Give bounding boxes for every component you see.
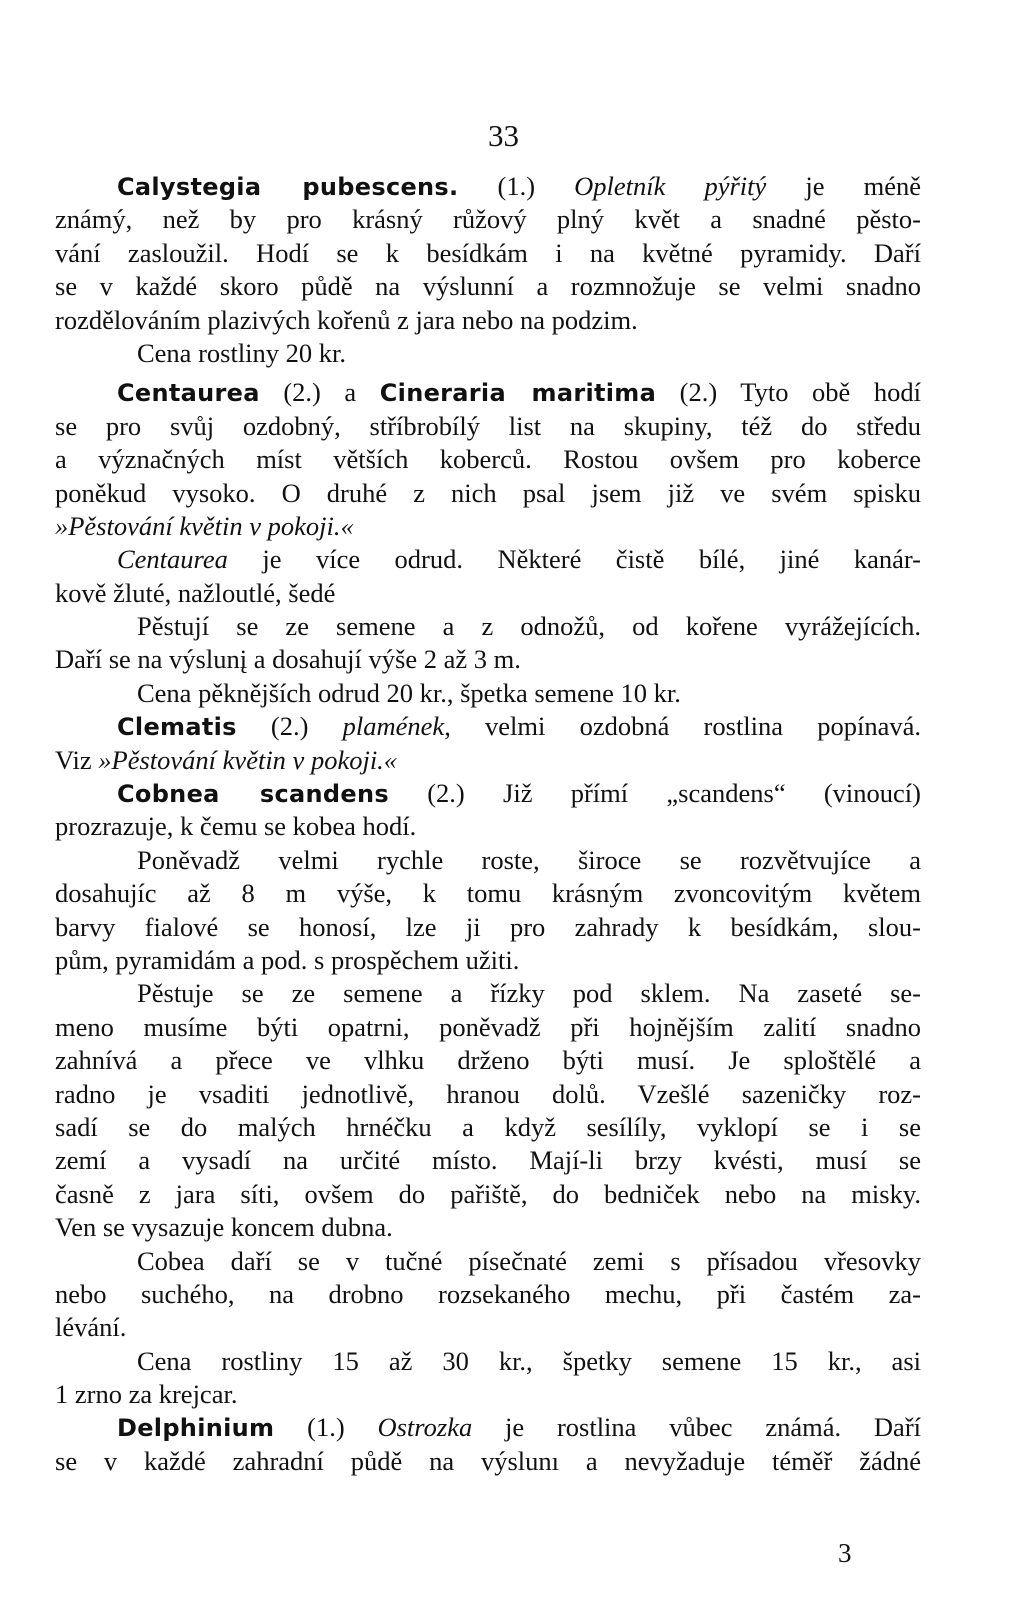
text-run: (2.) Tyto obě hodí [656, 377, 921, 408]
text-line [55, 643, 921, 676]
text-line [55, 911, 921, 944]
text-run: Cena rostliny 15 až 30 kr., špetky semene 15 kr., asi [137, 1345, 921, 1376]
text-line [55, 744, 921, 777]
text-line [55, 203, 921, 236]
text-run: Viz [55, 744, 99, 775]
text-run: zemí a vysadí na určité místo. Mají-li brzy kvésti, musí se [55, 1145, 921, 1176]
text-line [55, 410, 921, 443]
page-number: 33 [488, 118, 519, 153]
text-line [55, 1311, 921, 1344]
text-run: radno je vsaditi jednotlivě, hranou dolů. Vzešlé sazeničky roz- [55, 1078, 921, 1109]
text-run: a význačných míst větších koberců. Rostou ovšem pro koberce [55, 444, 921, 475]
text-line [55, 844, 921, 877]
text-run: kově žluté, nažloutlé, šedé [55, 577, 336, 608]
text-run: (1.) [274, 1412, 378, 1443]
text-line [55, 1278, 921, 1311]
text-line [55, 443, 921, 476]
text-run: lévání. [55, 1312, 127, 1343]
body-text [55, 170, 921, 1478]
text-line [55, 270, 921, 303]
text-run: (2.) Již přímí „scandens“ (vinoucí) [388, 778, 921, 809]
text-run: se v každé skoro půdě na výslunní a rozmnožuje se velmi snadno [55, 271, 921, 302]
text-run: (2.) a [259, 377, 380, 408]
text-run: Pěstují se ze semene a z odnožů, od kořene vyrážejících. [137, 611, 921, 642]
text-run: známý, než by pro krásný růžový plný květ a snadné pěsto- [55, 204, 921, 235]
text-run: nebo suchého, na drobno rozsekaného mechu, při častém za- [55, 1278, 921, 1309]
text-run: rozdělováním plazivých kořenů z jara nebo na podzim. [55, 304, 638, 335]
text-run: zahnívá a přece ve vlhku drženo býti musí. Je sploštělé a [55, 1045, 921, 1076]
text-line [55, 577, 921, 610]
text-run: (2.) [236, 711, 343, 742]
text-line [55, 170, 921, 203]
text-run: Poněvadž velmi rychle roste, široce se rozvětvujíce a [137, 844, 921, 875]
text-line [55, 777, 921, 810]
text-line [55, 710, 921, 743]
text-run: sadí se do malých hrnéčku a když sesílíly, vyklopí se i se [55, 1111, 921, 1142]
text-run: se pro svůj ozdobný, stříbrobílý list na skupiny, též do středu [55, 410, 921, 441]
text-line [55, 1378, 921, 1411]
text-line [55, 376, 921, 409]
text-line [55, 1011, 921, 1044]
text-line [55, 337, 921, 370]
text-line [55, 1211, 921, 1244]
text-run: Pěstuje se ze semene a řízky pod sklem. Na zaseté se- [137, 978, 921, 1009]
italic-text: Centaurea [117, 544, 228, 575]
text-run: Ven se vysazuje koncem dubna. [55, 1212, 393, 1243]
entry-heading: Cineraria maritima [379, 379, 657, 408]
text-run: časně z jara síti, ovšem do pařiště, do bedniček nebo na misky. [55, 1178, 921, 1209]
text-run: , velmi ozdobná rostlina popínavá. [444, 711, 922, 742]
entry-heading: Calystegia pubescens. [117, 173, 459, 201]
text-line [55, 1445, 921, 1478]
text-line [55, 477, 921, 510]
text-run: meno musíme býti opatrni, poněvadž při hojnějším zalití snadno [55, 1011, 921, 1042]
text-run: Cena rostliny 20 kr. [137, 337, 347, 368]
text-run: Daří se na výslunį a dosahují výše 2 až 3 m. [55, 644, 521, 675]
text-line [55, 1245, 921, 1278]
text-line [55, 543, 921, 576]
italic-text: plamének [342, 711, 445, 742]
italic-text: Opletník pýřitý [574, 171, 767, 201]
text-run: 1 zrno za krejcar. [55, 1379, 238, 1410]
entry-heading: Centaurea [117, 379, 260, 408]
entry-heading: Clematis [117, 713, 237, 742]
entry-heading: Cobnea scandens [117, 780, 389, 809]
text-line [55, 1111, 921, 1144]
text-line [55, 977, 921, 1010]
text-run: Cobea daří se v tučné písečnaté zemi s přísadou vřesovky [137, 1245, 921, 1276]
text-run: je rostlina vůbec známá. Daří [472, 1412, 922, 1443]
entry-heading: Delphinium [117, 1414, 275, 1443]
text-run: dosahujíc až 8 m výše, k tomu krásným zvoncovitým květem [55, 878, 921, 909]
text-run: Cena pěknějších odrud 20 kr., špetka semene 10 kr. [137, 677, 681, 708]
text-line [55, 677, 921, 710]
text-run: je více odrud. Některé čistě bílé, jiné kanár- [227, 544, 921, 575]
text-line [55, 810, 921, 843]
text-line [55, 304, 921, 337]
text-line [55, 1178, 921, 1211]
text-run: prozrazuje, k čemu se kobea hodí. [55, 811, 417, 842]
text-line [55, 1411, 921, 1444]
text-run: se v každé zahradní půdě na výslunı a nevyžaduje téměř žádné [55, 1445, 921, 1476]
text-run: vání zasloužil. Hodí se k besídkám i na květné pyramidy. Daří [55, 237, 921, 268]
italic-text: »Pěstování květin v pokoji.« [55, 510, 354, 541]
signature-mark: 3 [838, 1538, 852, 1568]
text-run: barvy fialové se honosí, lze ji pro zahrady k besídkám, slou- [55, 911, 921, 942]
text-line [55, 510, 921, 543]
italic-text: »Pěstování květin v pokoji.« [98, 744, 398, 775]
text-line [55, 610, 921, 643]
text-line [55, 877, 921, 910]
text-line [55, 1078, 921, 1111]
italic-text: Ostrozka [377, 1412, 473, 1443]
text-run: je méně [766, 171, 921, 201]
text-line [55, 237, 921, 270]
text-line [55, 1144, 921, 1177]
text-line [55, 1345, 921, 1378]
text-run: poněkud vysoko. O druhé z nich psal jsem již ve svém spisku [55, 477, 921, 508]
text-run: (1.) [458, 171, 575, 201]
text-run: pům, pyramidám a pod. s prospěchem užiti. [55, 944, 520, 975]
text-line [55, 1044, 921, 1077]
text-line [55, 944, 921, 977]
